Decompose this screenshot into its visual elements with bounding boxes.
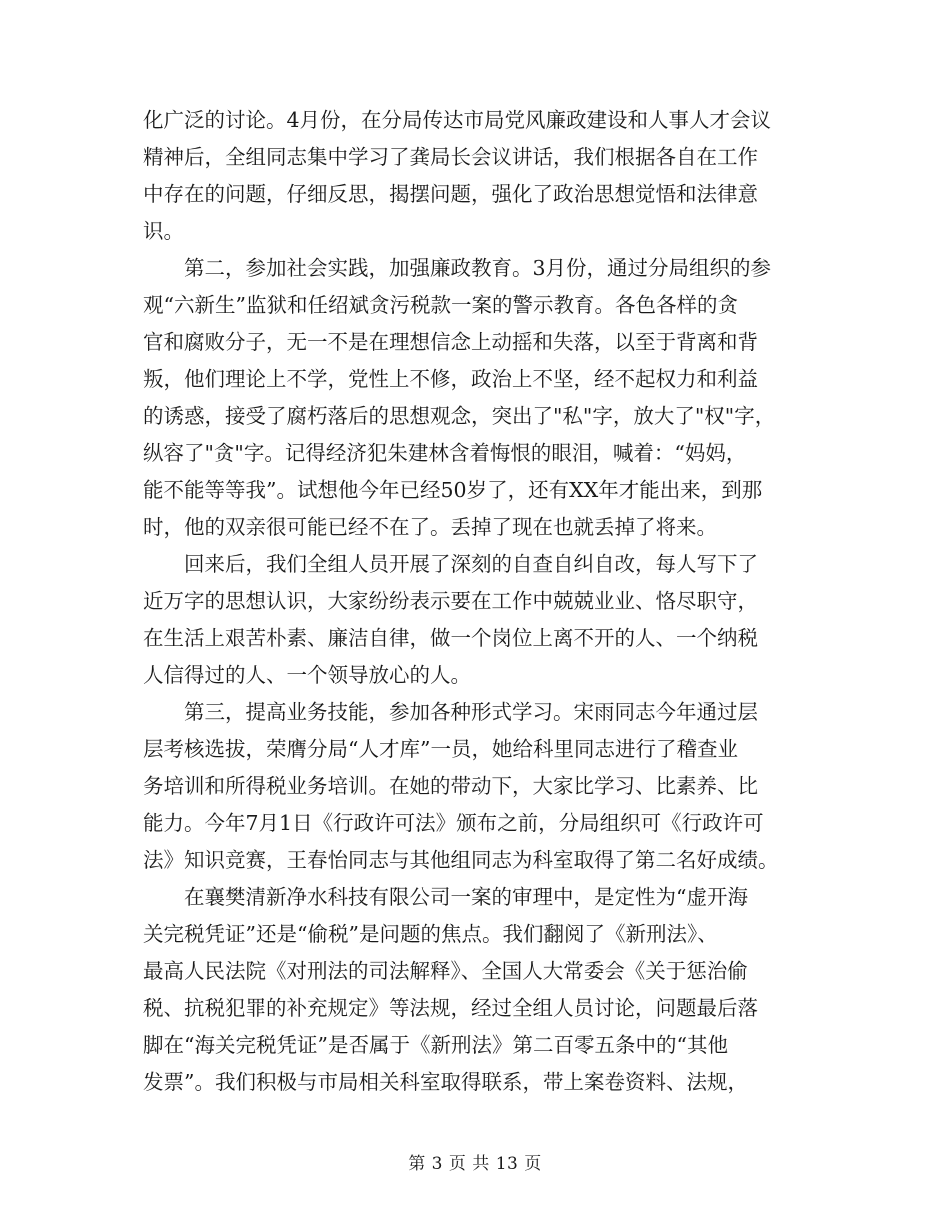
text-line: 在襄樊清新净水科技有限公司一案的审理中，是定性为“虚开海 [143,885,748,909]
text-line: 近万字的思想认识，大家纷纷表示要在工作中兢兢业业、恪尽职守， [143,589,758,613]
text-line: 税、抗税犯罪的补充规定》等法规，经过全组人员讨论，问题最后落 [143,996,758,1020]
text-line: 脚在“海关完税凭证”是否属于《新刑法》第二百零五条中的“其他 [143,1033,728,1057]
text-line: 发票”。我们积极与市局相关科室取得联系，带上案卷资料、法规， [143,1070,748,1094]
text-line: 回来后，我们全组人员开展了深刻的自查自纠自改，每人写下了 [143,552,758,576]
text-line: 中存在的问题，仔细反思，揭摆问题，强化了政治思想觉悟和法律意 [143,182,758,206]
text-line: 观“六新生”监狱和任绍斌贪污税款一案的警示教育。各色各样的贪 [143,293,738,317]
text-line: 最高人民法院《对刑法的司法解释》、全国人大常委会《关于惩治偷 [143,959,748,983]
text-line: 关完税凭证”还是“偷税”是问题的焦点。我们翻阅了《新刑法》、 [143,922,718,946]
text-line: 纵容了"贪"字。记得经济犯朱建林含着悔恨的眼泪，喊着：“妈妈， [143,441,747,465]
text-line: 识。 [143,219,184,243]
text-line: 务培训和所得税业务培训。在她的带动下，大家比学习、比素养、比 [143,774,758,798]
text-line: 第三，提高业务技能，参加各种形式学习。宋雨同志今年通过层 [143,700,758,724]
text-line: 精神后，全组同志集中学习了龚局长会议讲话，我们根据各自在工作 [143,145,758,169]
text-line: 的诱惑，接受了腐朽落后的思想观念，突出了"私"字，放大了"权"字， [143,404,776,428]
text-line: 层考核选拔，荣膺分局“人才库”一员，她给科里同志进行了稽查业 [143,737,738,761]
text-line: 第二，参加社会实践，加强廉政教育。3月份，通过分局组织的参 [143,256,772,280]
text-line: 官和腐败分子，无一不是在理想信念上动摇和失落，以至于背离和背 [143,330,758,354]
page-number-footer: 第 3 页 共 13 页 [408,1154,542,1174]
text-line: 能力。今年7月1日《行政许可法》颁布之前，分局组织可《行政许可 [143,811,764,835]
text-line: 时，他的双亲很可能已经不在了。丢掉了现在也就丢掉了将来。 [143,515,717,539]
text-line: 法》知识竞赛，王春怡同志与其他组同志为科室取得了第二名好成绩。 [143,848,779,872]
text-line: 在生活上艰苦朴素、廉洁自律，做一个岗位上离不开的人、一个纳税 [143,626,758,650]
text-line: 能不能等等我”。试想他今年已经50岁了，还有XX年才能出来，到那 [143,478,763,502]
text-line: 化广泛的讨论。4月份，在分局传达市局党风廉政建设和人事人才会议 [143,108,772,132]
text-line: 人信得过的人、一个领导放心的人。 [143,663,471,687]
text-line: 叛，他们理论上不学，党性上不修，政治上不坚，经不起权力和利益 [143,367,758,391]
